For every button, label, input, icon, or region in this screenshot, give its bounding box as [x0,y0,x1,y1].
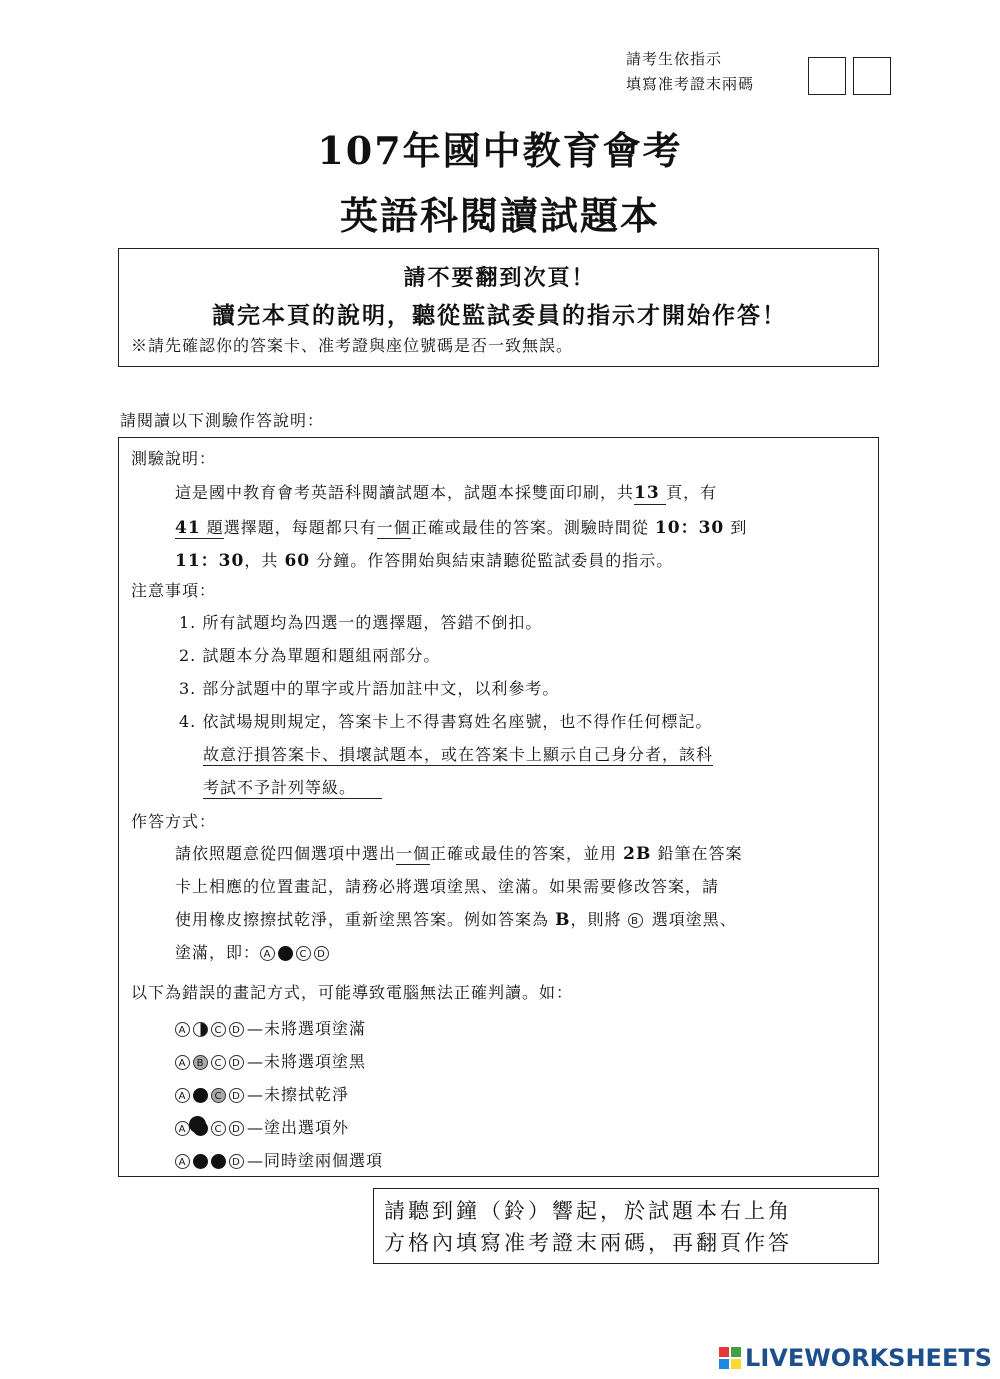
answer-letter: B [555,910,571,930]
text: 頁，有 [666,483,718,502]
id-digit-box-2[interactable] [853,57,891,95]
note-item-3: 3. 部分試題中的單字或片語加註中文，以利參考。 [179,679,560,698]
notice-box [373,1188,879,1264]
id-digit-box-1[interactable] [808,57,846,95]
id-instruction [626,47,754,97]
note-item-4-line2 [203,742,713,765]
bubble-b-icon: B [628,913,643,928]
bubble-filled-icon [193,1088,208,1103]
bubble-a-icon: A [175,1022,190,1037]
bubble-d-icon: D [229,1121,244,1136]
intro-text: 請閱讀以下測驗作答說明： [120,411,325,430]
question-count: 41 題 [175,518,224,538]
text: 塗滿，即： [175,943,261,962]
wrong-mark-row-2 [175,1049,366,1072]
answering-line4 [175,940,332,963]
bubble-filled-icon [193,1154,208,1169]
text: ，共 [244,551,279,570]
text: ，則將 [570,910,622,929]
text: 鉛筆在答案 [657,844,743,863]
bubble-c-icon: C [211,1022,226,1037]
text: 故意汙損答案卡、損壞試題本，或在答案卡上顯示自己身分者，該科 [203,745,714,764]
bubble-d-icon: D [314,946,329,961]
bubble-gray-icon: B [193,1055,208,1070]
warning-line2: 讀完本頁的說明，聽從監試委員的指示才開始作答！ [212,302,787,329]
bubble-d-icon: D [229,1088,244,1103]
id-instruction-line2: 填寫准考證末兩碼 [626,75,755,93]
page-title: 107年國中教育會考 [317,128,683,173]
text: 選項塗黑、 [651,910,737,929]
warning-line1: 請不要翻到次頁！ [403,265,596,291]
answering-heading: 作答方式： [131,812,217,831]
wrong-mark-label: —未將選項塗黑 [247,1052,367,1071]
bubble-d-icon: D [229,1022,244,1037]
watermark-text: LIVEWORKSHEETS [745,1344,992,1372]
wrong-mark-label: —塗出選項外 [247,1118,350,1137]
warning-line3: ※請先確認你的答案卡、准考證與座位號碼是否一致無誤。 [131,336,574,355]
bubble-filled-icon [278,946,293,961]
notes-heading: 注意事項： [131,581,217,600]
text: 這是國中教育會考英語科閱讀試題本，試題本採雙面印刷，共 [175,483,635,502]
minutes: 60 [284,551,311,571]
page-count: 13 [634,483,666,505]
bubble-a-icon: A [175,1055,190,1070]
end-time: 11：30 [175,551,245,571]
test-info-heading: 測驗說明： [131,449,217,468]
one-answer: 一個 [396,844,431,863]
bubble-gray-icon: C [211,1088,226,1103]
note-item-1: 1. 所有試題均為四選一的選擇題，答錯不倒扣。 [179,613,543,632]
note-item-4-line3 [203,775,382,798]
answering-line2: 卡上相應的位置畫記，請務必將選項塗黑、塗滿。如果需要修改答案，請 [175,877,720,896]
warning-box [118,248,879,367]
bubble-a-icon: A [260,946,275,961]
note-item-2: 2. 試題本分為單題和題組兩部分。 [179,646,441,665]
text: 使用橡皮擦擦拭乾淨，重新塗黑答案。例如答案為 [175,910,550,929]
bubble-filled-icon [211,1154,226,1169]
text: 分鐘。作答開始與結束請聽從監試委員的指示。 [316,551,674,570]
liveworksheets-logo [719,1344,992,1372]
test-info-line1 [175,480,717,503]
id-instruction-line1: 請考生依指示 [626,50,723,68]
instructions-box [118,437,879,1177]
text: 考試不予計列等級。 [203,778,349,797]
text: 選擇題，每題都只有 [223,518,377,537]
text: 請依照題意從四個選項中選出 [175,844,397,863]
notice-line1: 請聽到鐘（鈴）響起，於試題本右上角 [384,1199,792,1223]
bubble-c-icon: C [211,1121,226,1136]
text: 正確或最佳的答案，並用 [430,844,618,863]
bubble-overflow-icon [193,1121,208,1136]
wrong-mark-label: —未擦拭乾淨 [247,1085,350,1104]
bubble-a-icon: A [175,1154,190,1169]
wrong-mark-label: —未將選項塗滿 [247,1019,367,1038]
answering-line1 [175,841,742,864]
start-time: 10：30 [654,518,725,538]
bubble-half-filled-icon [193,1022,208,1037]
wrong-mark-row-4 [175,1115,349,1138]
wrong-mark-row-3 [175,1082,349,1105]
answering-line3 [175,907,737,930]
bubble-d-icon: D [229,1154,244,1169]
text: 正確或最佳的答案。測驗時間從 [410,518,649,537]
liveworksheets-icon [719,1347,741,1369]
one-answer: 一個 [376,518,411,537]
bubble-c-icon: C [296,946,311,961]
wrong-mark-row-5 [175,1148,383,1171]
pencil-type: 2B [623,844,652,864]
notice-line2: 方格內填寫准考證末兩碼，再翻頁作答 [384,1231,792,1255]
note-item-4: 4. 依試場規則規定，答案卡上不得書寫姓名座號，也不得作任何標記。 [179,712,713,731]
wrong-marks-heading: 以下為錯誤的畫記方式，可能導致電腦無法正確判讀。如： [131,983,574,1002]
test-info-line2 [175,513,747,538]
bubble-a-icon: A [175,1088,190,1103]
bubble-c-icon: C [211,1055,226,1070]
test-info-line3 [175,546,673,571]
page-subtitle: 英語科閱讀試題本 [339,193,660,238]
bubble-a-icon: A [175,1121,190,1136]
text: 到 [730,518,748,537]
bubble-d-icon: D [229,1055,244,1070]
wrong-mark-label: —同時塗兩個選項 [247,1151,384,1170]
wrong-mark-row-1 [175,1016,366,1039]
